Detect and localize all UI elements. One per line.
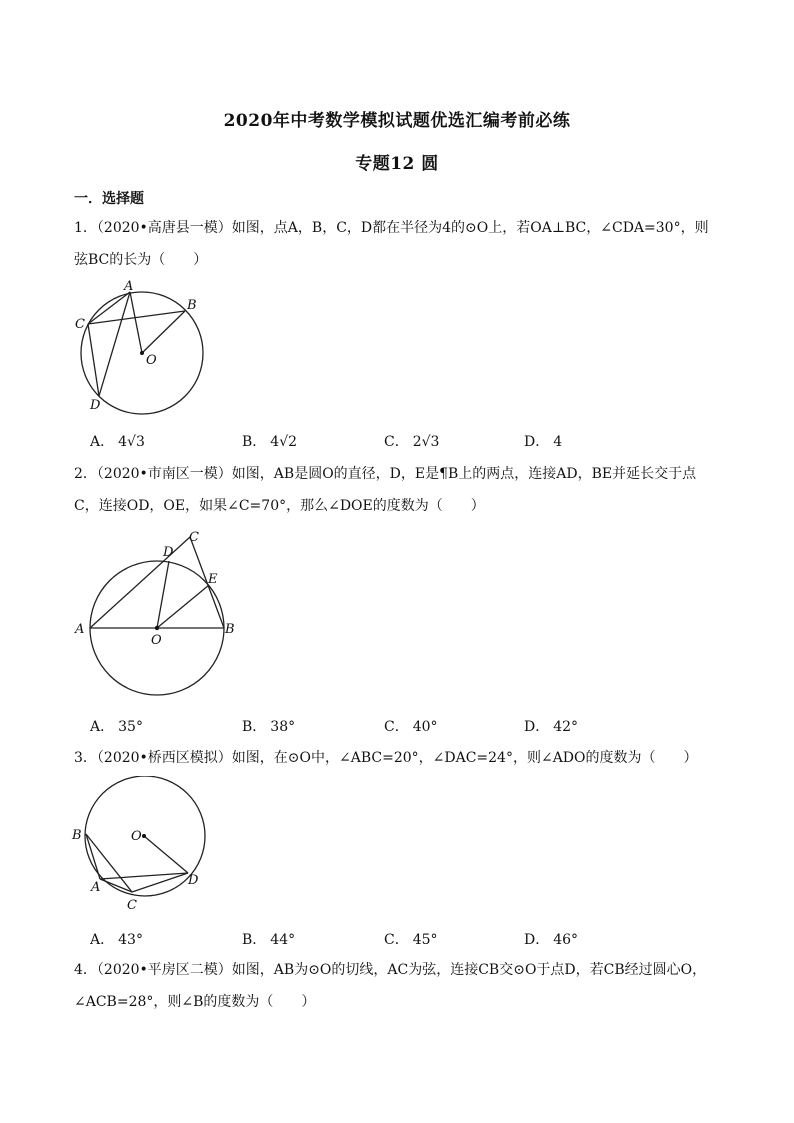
- question-3: [74, 742, 724, 774]
- question-3-options: [90, 929, 690, 949]
- q3-option-c[interactable]: C． 45°: [384, 932, 438, 948]
- page-title: 2020年中考数学模拟试题优选汇编考前必练: [223, 111, 571, 131]
- section-heading: 一．选择题: [74, 191, 144, 207]
- page-subtitle: 专题12 圆: [355, 154, 439, 174]
- question-4-line-1: 4．（2020•平房区二模）如图，AB为⊙O的切线，AC为弦，连接CB交⊙O于点D，若CB经过圆心O，: [74, 962, 707, 978]
- q2-label-d: D: [163, 545, 174, 560]
- q2-line-ac: [90, 537, 190, 628]
- question-2-figure: [70, 528, 250, 708]
- question-4: [74, 954, 724, 1018]
- q2-radius-od: [157, 561, 169, 628]
- q3-option-d[interactable]: D． 46°: [524, 932, 579, 948]
- q2-option-b[interactable]: B． 38°: [242, 719, 296, 735]
- q3-option-b[interactable]: B． 44°: [242, 932, 296, 948]
- q1-option-d[interactable]: D． 4: [524, 434, 563, 450]
- q1-radius-ob: [142, 311, 185, 353]
- question-1-figure: [70, 278, 220, 418]
- q1-label-d: D: [90, 398, 101, 413]
- q2-line-bc: [190, 537, 224, 628]
- q2-radius-oe: [157, 585, 209, 628]
- question-2-line-2: C，连接OD，OE，如果∠C=70°，那么∠DOE的度数为（ ）: [74, 498, 485, 514]
- q1-radius-oa: [130, 292, 142, 353]
- q3-label-a: A: [91, 880, 101, 895]
- q2-label-o: O: [151, 633, 162, 648]
- q3-option-a[interactable]: A． 43°: [90, 932, 143, 948]
- q1-option-a[interactable]: A． 4√3: [90, 434, 145, 450]
- question-4-line-2: ∠ACB=28°，则∠B的度数为（ ）: [74, 994, 316, 1010]
- q2-option-c[interactable]: C． 40°: [384, 719, 438, 735]
- question-1-options: [90, 431, 690, 451]
- question-1: [74, 212, 724, 276]
- question-3-line-1: 3．（2020•桥西区模拟）如图，在⊙O中，∠ABC=20°，∠DAC=24°，则∠ADO的度数为（ ）: [74, 750, 698, 766]
- question-1-line-2: 弦BC的长为（ ）: [74, 252, 208, 268]
- q1-center-dot: [140, 351, 144, 355]
- question-1-line-1: 1．（2020•高唐县一模）如图，点A，B，C，D都在半径为4的⊙O上，若OA⊥BC，∠CDA=30°，则: [74, 220, 709, 236]
- q3-radius-od: [144, 836, 188, 873]
- q3-label-d: D: [188, 873, 199, 888]
- q1-option-b[interactable]: B． 4√2: [242, 434, 298, 450]
- q1-chord-ad: [99, 292, 130, 396]
- q2-label-c: C: [189, 530, 199, 545]
- q3-center-dot: [142, 834, 146, 838]
- question-3-figure: [70, 776, 220, 916]
- q2-label-e: E: [208, 572, 218, 587]
- q2-label-a: A: [75, 622, 85, 637]
- q1-label-b: B: [187, 298, 197, 313]
- q2-center-dot: [155, 626, 159, 630]
- q1-label-a: A: [124, 279, 134, 294]
- question-2-options: [90, 716, 690, 736]
- q2-option-a[interactable]: A． 35°: [90, 719, 143, 735]
- question-2-line-1: 2．（2020•市南区一模）如图，AB是圆O的直径，D，E是¶B上的两点，连接AD，BE并延长交于点: [74, 466, 697, 482]
- q3-label-o: O: [131, 829, 142, 844]
- question-2: [74, 458, 724, 522]
- q3-label-c: C: [127, 898, 137, 913]
- q2-label-b: B: [225, 622, 235, 637]
- q2-option-d[interactable]: D． 42°: [524, 719, 579, 735]
- q3-label-b: B: [72, 828, 82, 843]
- q1-label-o: O: [146, 353, 157, 368]
- q1-label-c: C: [75, 317, 85, 332]
- q1-option-c[interactable]: C． 2√3: [384, 434, 440, 450]
